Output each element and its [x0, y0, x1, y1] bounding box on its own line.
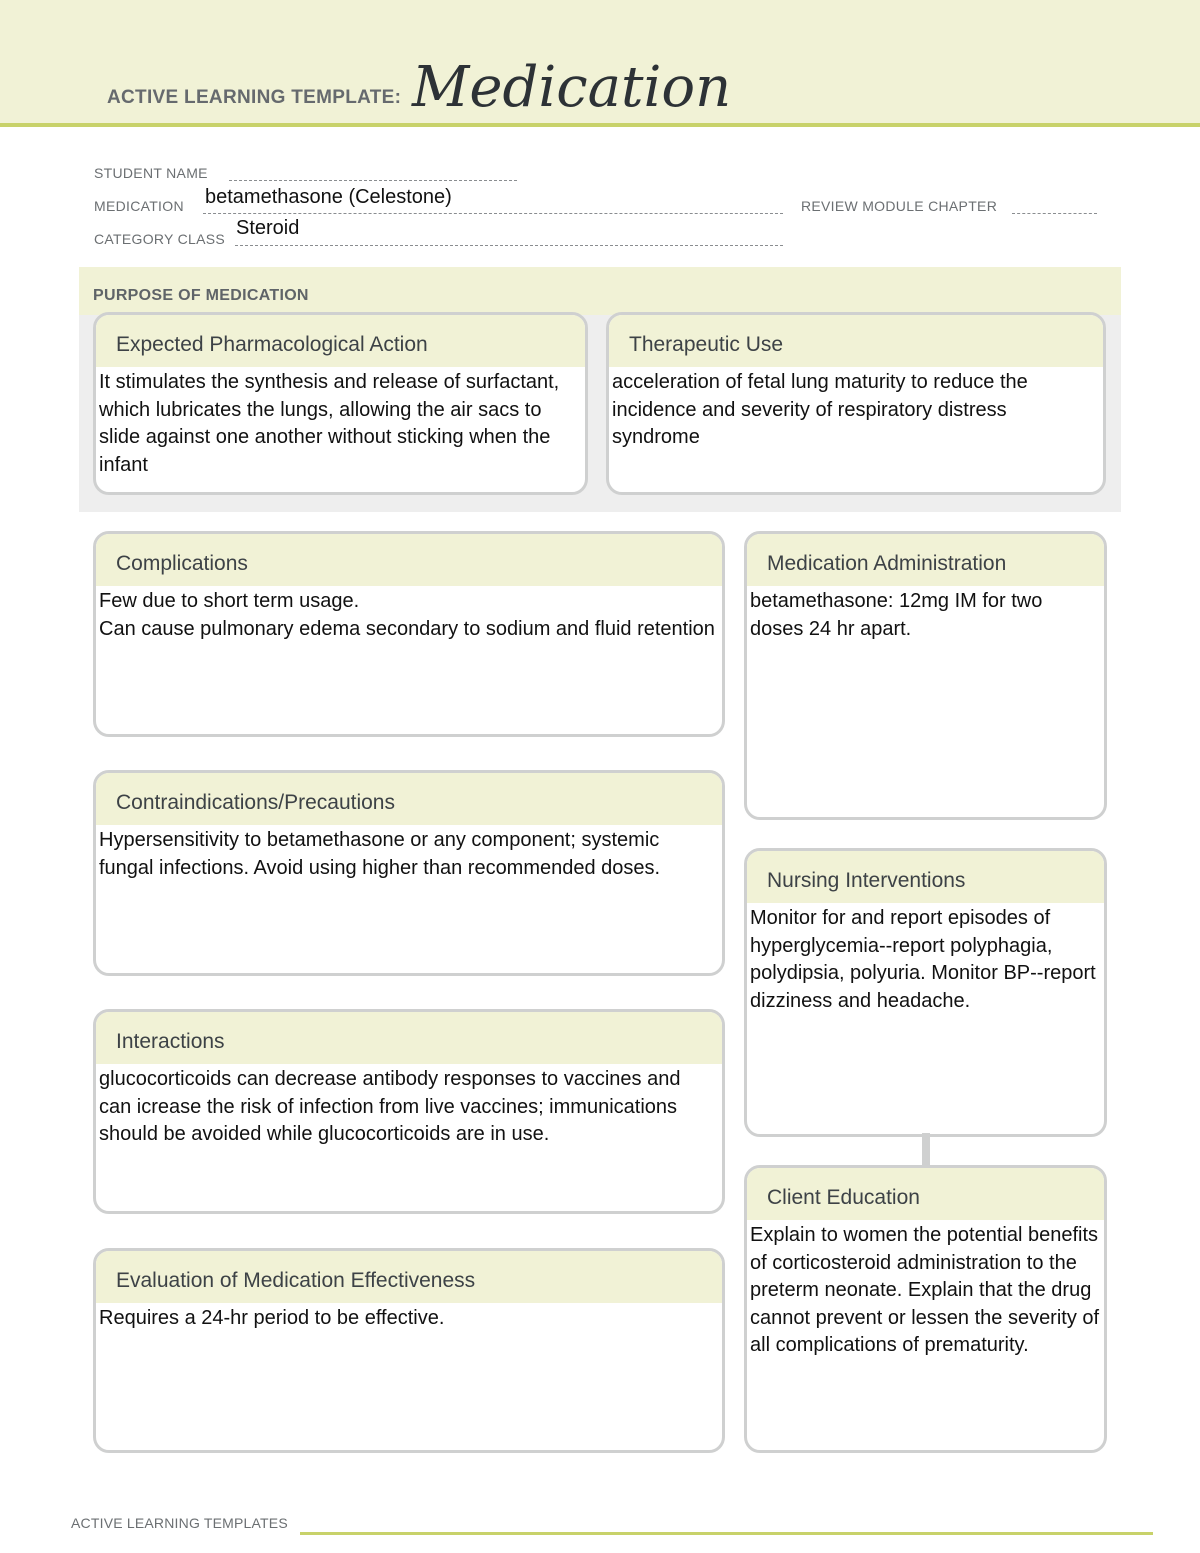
complications-body[interactable]: [96, 586, 722, 643]
contraindications-title: Contraindications/Precautions: [96, 773, 722, 825]
therapeutic-use-body[interactable]: acceleration of fetal lung maturity to reduce the incidence and severity of respiratory distress syndrome: [612, 371, 1028, 448]
medication-value: betamethasone (Celestone): [205, 186, 452, 208]
contraindications-card: [93, 770, 725, 976]
evaluation-body[interactable]: Requires a 24-hr period to be effective.: [99, 1307, 445, 1329]
nursing-interventions-title: Nursing Interventions: [747, 851, 1104, 903]
student-name-label: STUDENT NAME: [94, 165, 208, 181]
interactions-title: Interactions: [96, 1012, 722, 1064]
evaluation-title: Evaluation of Medication Effectiveness: [96, 1251, 722, 1303]
template-label: ACTIVE LEARNING TEMPLATE:: [107, 87, 402, 108]
complications-line: Can cause pulmonary edema secondary to sodium and fluid retention: [99, 617, 715, 640]
administration-title: Medication Administration: [747, 534, 1104, 586]
category-class-label: CATEGORY CLASS: [94, 231, 226, 247]
review-module-label: REVIEW MODULE CHAPTER: [801, 198, 998, 214]
review-module-field[interactable]: [1012, 213, 1097, 214]
page-title: Medication: [412, 55, 732, 120]
contraindications-body[interactable]: Hypersensitivity to betamethasone or any component; systemic fungal infections. Avoid using higher than recommended doses.: [99, 829, 661, 879]
therapeutic-use-card: [606, 312, 1106, 495]
evaluation-card: [93, 1248, 725, 1453]
administration-body[interactable]: betamethasone: 12mg IM for two doses 24 hr apart.: [750, 590, 1043, 640]
medication-field[interactable]: [203, 213, 783, 214]
interactions-body[interactable]: glucocorticoids can decrease antibody responses to vaccines and can icrease the risk of infection from live vaccines; immunications should be avoided while glucocorticoids are in use.: [99, 1068, 681, 1145]
client-education-title: Client Education: [747, 1168, 1104, 1220]
column-connector: [922, 1133, 930, 1167]
expected-action-card: [93, 312, 588, 495]
nursing-interventions-card: [744, 848, 1107, 1137]
purpose-label: PURPOSE OF MEDICATION: [93, 287, 309, 304]
medication-label: MEDICATION: [94, 198, 184, 214]
client-education-body[interactable]: Explain to women the potential benefits of corticosteroid administration to the preterm neonate. Explain that the drug cannot prevent or lessen the severity of all complications of prematurity.: [750, 1224, 1100, 1356]
nursing-interventions-body[interactable]: Monitor for and report episodes of hyperglycemia--report polyphagia, polydipsia, polyuria. Monitor BP--report dizziness and headache.: [750, 907, 1096, 1012]
expected-action-title: Expected Pharmacological Action: [96, 315, 585, 367]
complications-line: Few due to short term usage.: [99, 590, 360, 612]
complications-title: Complications: [96, 534, 722, 586]
category-class-value: Steroid: [236, 217, 300, 239]
category-class-field[interactable]: [235, 245, 783, 246]
expected-action-body[interactable]: It stimulates the synthesis and release of surfactant, which lubricates the lungs, allowing the air sacs to slide against one another without sticking when the infant: [99, 371, 560, 476]
interactions-card: [93, 1009, 725, 1214]
student-name-field[interactable]: [229, 180, 517, 181]
therapeutic-use-title: Therapeutic Use: [609, 315, 1103, 367]
footer-rule: [300, 1532, 1153, 1535]
complications-card: [93, 531, 725, 737]
client-education-card: [744, 1165, 1107, 1453]
footer-label: ACTIVE LEARNING TEMPLATES: [71, 1515, 288, 1531]
administration-card: [744, 531, 1107, 820]
header-rule: [0, 123, 1200, 127]
